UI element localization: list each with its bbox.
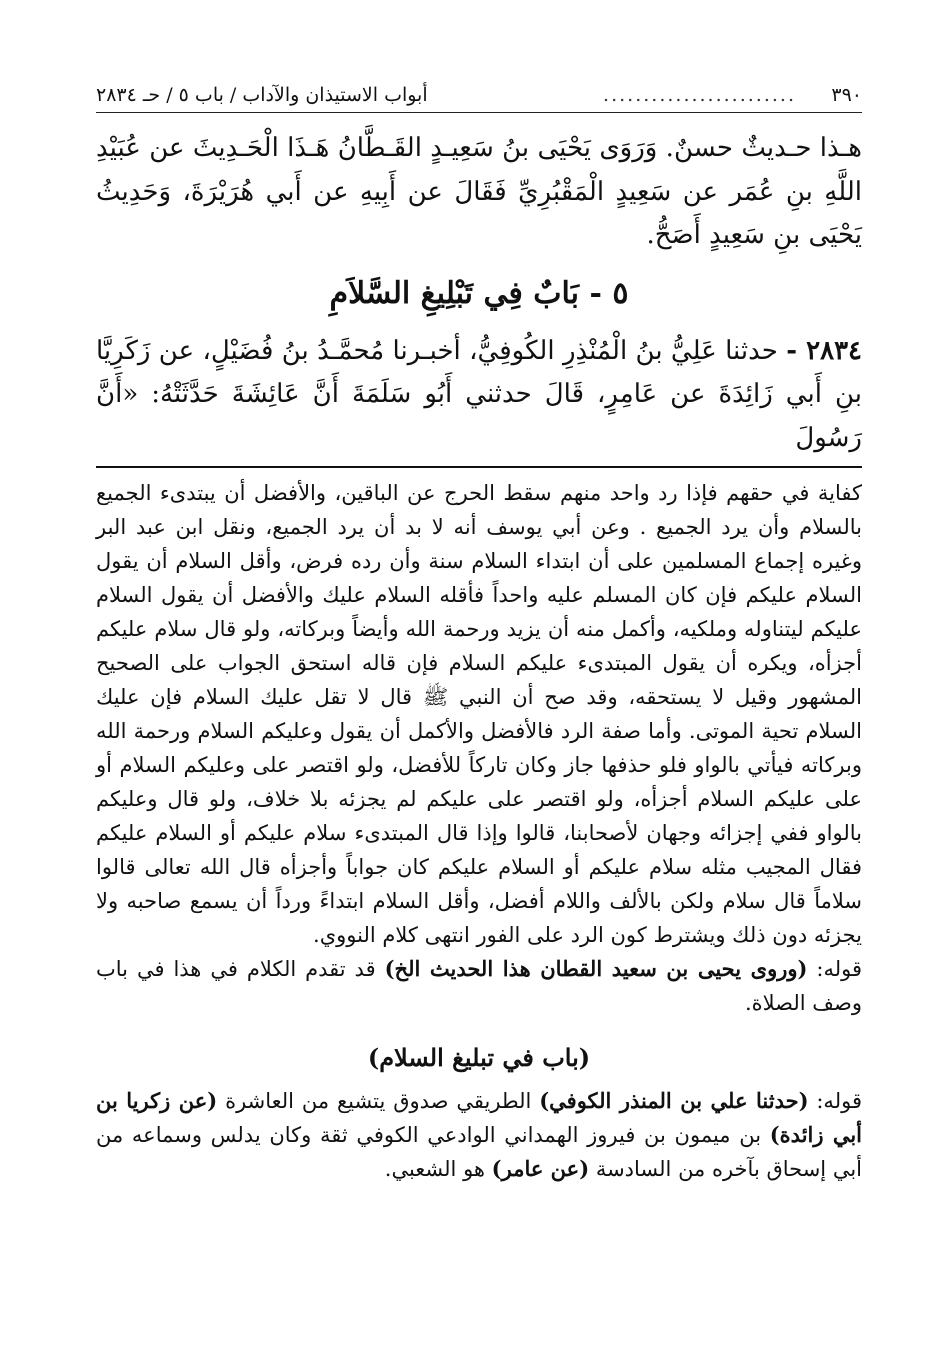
chapter-title: ٥ - بَابٌ فِي تَبْلِيغِ السَّلاَمِ [329,275,629,311]
hadith-number: ٢٨٣٤ - [786,335,862,366]
page-number: ٣٩٠ [831,84,862,106]
commentary-text: هو الشعبي. [384,1157,492,1181]
header-leader-dots: ........................ [603,84,796,106]
book-page [96,78,862,1328]
commentary-separator [96,466,862,468]
commentary-text: بن ميمون بن فيروز الهمداني الوادعي الكوفي ثقة وكان يدلس وسماعه من أبي إسحاق بآخره من السادسة [96,1123,862,1181]
hadith-text: حدثنا عَلِيُّ بنُ الْمُنْذِرِ الكُوفِيُّ، أخبـرنا مُحمَّـدُ بنُ فُضَيْلٍ، عن زَكَرِيَّا بنِ أَبي زَائِدَةَ عن عَامِرٍ، قَالَ حدثني أَبُو سَلَمَةَ أَنَّ عَائِشَةَ حَدَّثَتْهُ: «أَنَّ رَسُولَ [96,335,862,453]
quoted-phrase: (وروى يحيى بن سعيد القطان هذا الحديث الخ) [384,956,808,981]
commentary-paragraph-2 [96,952,862,1020]
quoted-phrase: (حدثنا علي بن المنذر الكوفي) [539,1088,809,1113]
qawluhu-lead: قوله: [808,1089,862,1113]
qawluhu-lead: قوله: [807,957,863,981]
quoted-phrase: (عن عامر) [491,1156,590,1181]
commentary-paragraph-1: كفاية في حقهم فإذا رد واحد منهم سقط الحرج عن الباقين، والأفضل أن يبتدىء الجميع بالسلام وأن يرد الجميع . وعن أبي يوسف أنه لا بد أن يرد الجميع، ونقل ابن عبد البر وغيره إجماع المسلمين على أن ابتداء السلام سنة وأن رده فرض، وأقل السلام أن يقول السلام عليكم فإن كان المسلم عليه واحداً فأقله السلام عليك والأفضل أن يقول السلام عليكم ليتناوله وملكيه، وأكمل منه أن يزيد ورحمة الله وأيضاً وبركاته، ولو قال سلام عليكم أجزأه، ويكره أن يقول المبتدىء عليكم السلام فإن قاله استحق الجواب على الصحيح المشهور وقيل لا يستحقه، وقد صح أن النبي ﷺ قال لا تقل عليك السلام فإن عليك السلام تحية الموتى. وأما صفة الرد فالأفضل والأكمل أن يقول وعليكم السلام ورحمة الله وبركاته فيأتي بالواو فلو حذفها جاز وكان تاركاً للأفضل، ولو اقتصر على وعليكم السلام أو على عليكم السلام أجزأه، ولو اقتصر على عليكم لم يجزئه بلا خلاف، ولو قال وعليكم بالواو ففي إجزائه وجهان لأصحابنا، قالوا وإذا قال المبتدىء سلام عليكم أو السلام عليكم فقال المجيب مثله سلام عليكم أو السلام عليكم كان جواباً وأجزأه قال الله تعالى قالوا سلاماً قال سلام ولكن بالألف واللام أفضل، وأقل السلام ابتداءً ورداً أن يسمع صاحبه ولا يجزئه دون ذلك ويشترط كون الرد على الفور انتهى كلام النووي. [96,481,862,947]
running-header [96,78,862,113]
commentary-text: قد تقدم الكلام في هذا في باب وصف الصلاة. [96,957,862,1015]
quoted-phrase: (عن زكريا بن أبي زائدة) [96,1088,863,1147]
commentary-text: الطريقي صدوق يتشيع من العاشرة [217,1089,540,1113]
running-title: أبواب الاستيذان والآداب / باب ٥ / حـ ٢٨٣٤ [96,84,428,106]
commentary-section-title: (باب في تبليغ السلام) [367,1043,591,1072]
matn-intro-paragraph: هـذا حـديثٌ حسنٌ. وَرَوَى يَحْيَى بنُ سَعِيـدٍ القَـطَّانُ هَـذَا الْحَـدِيثَ عن عُبَيْدِ اللَّهِ بنِ عُمَر عن سَعِيدٍ الْمَقْبُرِيِّ فَقَالَ عن أَبِيهِ عن أَبي هُرَيْرَةَ، وَحَدِيثُ يَحْيَى بنِ سَعِيدٍ أَصَحُّ. [96,133,862,250]
hadith-paragraph [96,330,862,461]
commentary-paragraph-3 [96,1084,862,1186]
